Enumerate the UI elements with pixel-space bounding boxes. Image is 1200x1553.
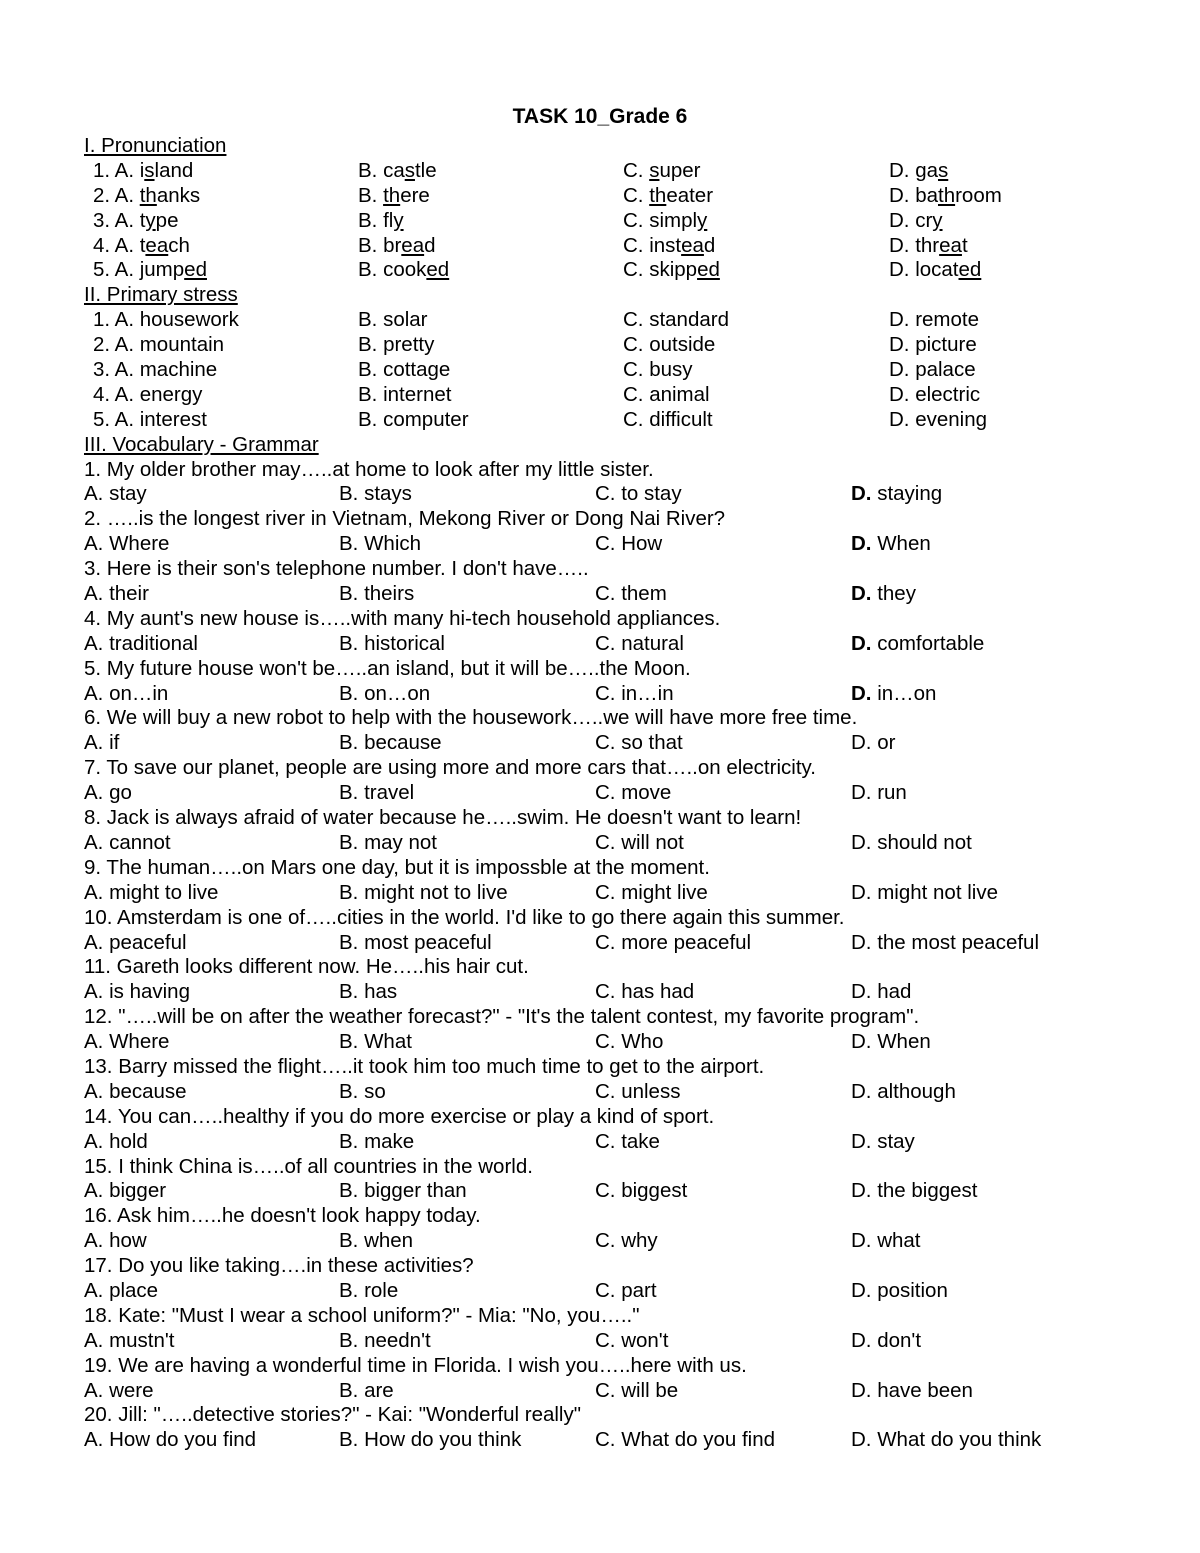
answer-option: A. cannot [84,830,171,854]
answer-option: A. Where [84,1030,170,1054]
answer-option: B. has [339,980,398,1004]
answer-option: A. how [84,1229,147,1253]
answer-option: B. so [339,1079,386,1103]
answer-option: B. are [339,1378,394,1402]
answer-option: C. unless [595,1079,681,1103]
answer-option: D. position [851,1278,948,1302]
stress-option: 4. A. energy [93,382,203,406]
answer-options-row [84,931,1164,956]
answer-options-row [84,1428,1164,1453]
answer-option: A. go [84,781,132,805]
option-text: B. ca [358,158,405,182]
question-text: 11. Gareth looks different now. He…..his hair cut. [84,955,529,979]
answer-option: B. when [339,1229,414,1253]
answer-options-row [84,1130,1164,1155]
stress-row [84,333,1164,358]
option-text: 5. A. jump [93,258,185,282]
pronunciation-row [84,184,1164,209]
answer-options-row [84,682,1164,707]
answer-option: B. bigger than [339,1179,467,1203]
answer-option: D. what [851,1229,921,1253]
option-letter: D. [851,631,872,655]
option-text: When [871,532,931,556]
option-text: D. locat [889,258,959,282]
answer-option: C. so that [595,731,683,755]
answer-options-row [84,482,1164,507]
option-text: D. cr [889,208,933,232]
answer-option: B. What [339,1030,412,1054]
answer-option: D. don't [851,1328,922,1352]
stress-row [84,358,1164,383]
answer-option: C. part [595,1278,657,1302]
pronunciation-option [93,159,193,184]
answer-option: C. will be [595,1378,679,1402]
answer-option: A. bigger [84,1179,167,1203]
stress-option: D. electric [889,382,981,406]
answer-option: C. has had [595,980,695,1004]
option-letter: D. [851,482,872,506]
answer-option: B. needn't [339,1328,431,1352]
underlined-sound: ea [145,233,169,257]
answer-option: B. theirs [339,582,415,606]
option-text: B. [358,183,384,207]
answer-option: C. why [595,1229,658,1253]
underlined-sound: th [139,183,157,207]
stress-option: D. palace [889,358,976,382]
option-letter: D. [851,532,872,556]
stress-option: 5. A. interest [93,407,207,431]
stress-option: D. evening [889,407,988,431]
section-heading-stress: II. Primary stress [84,283,238,307]
option-text: staying [871,482,943,506]
question-text: 14. You can…..healthy if you do more exercise or play a kind of sport. [84,1104,715,1128]
underlined-sound: ea [401,233,425,257]
pronunciation-option [623,209,707,234]
answer-option: D. stay [851,1129,915,1153]
answer-option: A. were [84,1378,154,1402]
stress-option: C. animal [623,382,710,406]
answer-option: D. or [851,731,896,755]
option-text: B. fl [358,208,394,232]
pronunciation-option [358,234,436,259]
option-text: C. [623,183,650,207]
pronunciation-row [84,234,1164,259]
pronunciation-option [889,159,948,184]
underlined-sound: ed [958,258,982,282]
answer-option: B. travel [339,781,415,805]
worksheet-content [84,134,1164,1453]
answer-option: A. How do you find [84,1428,257,1452]
option-text: ch [168,233,190,257]
answer-option: B. on…on [339,681,431,705]
stress-option: 3. A. machine [93,358,218,382]
stress-option: B. cottage [358,358,451,382]
answer-option: B. may not [339,830,437,854]
answer-option: D. What do you think [851,1428,1042,1452]
question-text: 5. My future house won't be…..an island, but it will be…..the Moon. [84,656,691,680]
underlined-sound: th [649,183,667,207]
underlined-sound: y [932,208,943,232]
question-text: 7. To save our planet, people are using more and more cars that…..on electricity. [84,756,816,780]
answer-option: C. What do you find [595,1428,776,1452]
stress-option: D. remote [889,308,979,332]
underlined-sound: th [938,183,956,207]
pronunciation-row [84,159,1164,184]
answer-option: B. most peaceful [339,930,492,954]
answer-option: B. How do you think [339,1428,522,1452]
stress-row [84,408,1164,433]
answer-options-row [84,532,1164,557]
pronunciation-option [889,234,968,259]
answer-option: C. take [595,1129,660,1153]
answer-option: A. stay [84,482,147,506]
answer-option: C. biggest [595,1179,688,1203]
answer-options-row [84,731,1164,756]
pronunciation-option [93,258,207,283]
answer-option: D. although [851,1079,956,1103]
option-text: tle [414,158,437,182]
underlined-sound: ed [184,258,207,282]
option-text: in…on [871,681,937,705]
option-text: t [961,233,968,257]
answer-options-row [84,1379,1164,1404]
answer-option: C. might live [595,880,708,904]
question-text: 4. My aunt's new house is…..with many hi-tech household appliances. [84,606,721,630]
answer-option [851,632,984,657]
option-text: 3. A. t [93,208,146,232]
option-text: land [154,158,194,182]
answer-option: C. will not [595,830,684,854]
answer-option: A. traditional [84,631,198,655]
pronunciation-option [93,209,178,234]
option-text: B. cook [358,258,427,282]
answer-option: D. the most peaceful [851,930,1040,954]
answer-option: B. because [339,731,442,755]
option-text: D. thr [889,233,940,257]
option-text: B. br [358,233,402,257]
question-text: 10. Amsterdam is one of…..cities in the world. I'd like to go there again this summer. [84,905,845,929]
underlined-sound: s [404,158,415,182]
pronunciation-option [623,159,700,184]
answer-option: C. in…in [595,681,674,705]
option-text: D. ga [889,158,938,182]
pronunciation-row [84,209,1164,234]
stress-option: C. outside [623,333,716,357]
answer-option [851,482,942,507]
underlined-sound: y [145,208,156,232]
answer-option: A. hold [84,1129,148,1153]
stress-option: 2. A. mountain [93,333,225,357]
stress-option: B. pretty [358,333,435,357]
option-text: pe [155,208,179,232]
answer-options-row [84,582,1164,607]
underlined-sound: ed [697,258,720,282]
underlined-sound: ea [681,233,704,257]
answer-options-row [84,781,1164,806]
answer-options-row [84,1179,1164,1204]
pronunciation-option [358,159,437,184]
answer-option: A. mustn't [84,1328,175,1352]
answer-option: A. might to live [84,880,219,904]
answer-option: B. Which [339,532,422,556]
underlined-sound: ea [939,233,962,257]
option-text: C. simpl [623,208,698,232]
pronunciation-option [358,184,430,209]
answer-option: C. won't [595,1328,669,1352]
option-text: 1. A. i [93,158,145,182]
pronunciation-option [623,258,720,283]
answer-option: C. How [595,532,663,556]
question-text: 12. "…..will be on after the weather forecast?" - "It's the talent contest, my favorite program". [84,1005,920,1029]
option-text: C. inst [623,233,682,257]
pronunciation-option [889,209,943,234]
pronunciation-option [889,258,981,283]
answer-option: D. might not live [851,880,998,904]
answer-option: B. role [339,1278,399,1302]
answer-options-row [84,980,1164,1005]
question-text: 16. Ask him…..he doesn't look happy today. [84,1204,481,1228]
answer-option: D. should not [851,830,972,854]
stress-option: D. picture [889,333,977,357]
option-text: C. skipp [623,258,698,282]
option-text: anks [156,183,201,207]
answer-option: D. have been [851,1378,973,1402]
answer-option: B. historical [339,631,445,655]
question-text: 1. My older brother may…..at home to look after my little sister. [84,457,654,481]
answer-options-row [84,881,1164,906]
question-text: 18. Kate: "Must I wear a school uniform?" - Mia: "No, you….." [84,1303,640,1327]
answer-options-row [84,1080,1164,1105]
stress-option: 1. A. housework [93,308,239,332]
pronunciation-option [623,184,713,209]
answer-option: C. Who [595,1030,664,1054]
pronunciation-option [93,234,190,259]
answer-option: D. When [851,1030,931,1054]
answer-options-row [84,1329,1164,1354]
option-letter: D. [851,681,872,705]
answer-option: A. is having [84,980,190,1004]
answer-option: C. more peaceful [595,930,752,954]
pronunciation-option [358,209,404,234]
pronunciation-option [358,258,449,283]
stress-option: C. busy [623,358,693,382]
stress-option: B. internet [358,382,452,406]
underlined-sound: th [383,183,401,207]
stress-option: C. difficult [623,407,713,431]
pronunciation-option [93,184,200,209]
question-text: 13. Barry missed the flight…..it took him too much time to get to the airport. [84,1054,765,1078]
answer-options-row [84,831,1164,856]
question-text: 9. The human…..on Mars one day, but it is impossble at the moment. [84,855,710,879]
question-text: 20. Jill: "…..detective stories?" - Kai: "Wonderful really" [84,1403,582,1427]
answer-option: B. make [339,1129,415,1153]
option-text: eater [666,183,714,207]
stress-option: B. computer [358,407,469,431]
answer-option: C. to stay [595,482,682,506]
underlined-sound: ed [426,258,450,282]
answer-options-row [84,1030,1164,1055]
underlined-sound: y [393,208,404,232]
underlined-sound: s [938,158,949,182]
answer-option: A. their [84,582,149,606]
underlined-sound: s [649,158,660,182]
answer-option [851,532,931,557]
answer-option: C. natural [595,631,684,655]
answer-option: A. if [84,731,120,755]
answer-option: A. place [84,1278,159,1302]
stress-row [84,383,1164,408]
answer-options-row [84,1279,1164,1304]
answer-option: D. run [851,781,907,805]
option-text: they [871,582,916,606]
question-text: 15. I think China is…..of all countries in the world. [84,1154,533,1178]
option-text: ere [400,183,430,207]
answer-option: C. move [595,781,672,805]
pronunciation-option [889,184,1002,209]
option-text: d [703,233,716,257]
answer-options-row [84,632,1164,657]
section-heading-pronunciation: I. Pronunciation [84,134,227,157]
stress-row [84,308,1164,333]
answer-option [851,582,916,607]
question-text: 19. We are having a wonderful time in Florida. I wish you…..here with us. [84,1353,747,1377]
answer-option: D. had [851,980,912,1004]
option-text: C. [623,158,650,182]
question-text: 2. …..is the longest river in Vietnam, Mekong River or Dong Nai River? [84,507,726,531]
option-text: comfortable [871,631,985,655]
option-letter: D. [851,582,872,606]
answer-option: A. Where [84,532,170,556]
option-text: uper [659,158,701,182]
underlined-sound: s [144,158,155,182]
option-text: d [424,233,436,257]
underlined-sound: y [697,208,708,232]
answer-option: A. on…in [84,681,169,705]
section-heading-grammar: III. Vocabulary - Grammar [84,432,319,456]
option-text: D. ba [889,183,938,207]
answer-option: B. stays [339,482,412,506]
answer-options-row [84,1229,1164,1254]
question-text: 8. Jack is always afraid of water because he…..swim. He doesn't want to learn! [84,806,802,830]
answer-option: A. because [84,1079,187,1103]
question-text: 6. We will buy a new robot to help with the housework…..we will have more free time. [84,706,858,730]
answer-option: D. the biggest [851,1179,978,1203]
answer-option: C. them [595,582,667,606]
pronunciation-row [84,258,1164,283]
page-title: TASK 10_Grade 6 [512,105,688,128]
option-text: room [955,183,1002,207]
option-text: 2. A. [93,183,140,207]
pronunciation-option [623,234,715,259]
question-text: 17. Do you like taking….in these activities? [84,1254,474,1278]
option-text: 4. A. t [93,233,146,257]
stress-option: B. solar [358,308,428,332]
answer-option [851,682,936,707]
answer-option: B. might not to live [339,880,508,904]
stress-option: C. standard [623,308,729,332]
answer-option: A. peaceful [84,930,187,954]
question-text: 3. Here is their son's telephone number. I don't have….. [84,557,589,581]
